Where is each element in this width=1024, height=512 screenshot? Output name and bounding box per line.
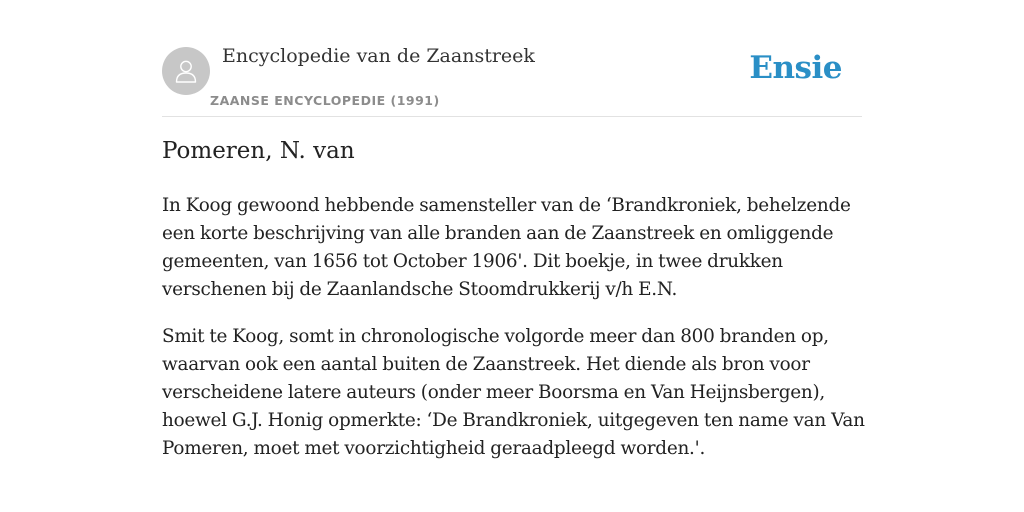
source-avatar[interactable] xyxy=(162,47,210,95)
entry-body xyxy=(162,192,872,482)
entry-paragraph: Smit te Koog, somt in chronologische volgorde meer dan 800 branden op, waarvan ook een aantal buiten de Zaanstreek. Het diende als bron voor verscheidene latere auteurs (onder meer Boorsma en Van Heijnsbergen), hoewel G.J. Honig opmerkte: ‘De Brandkroniek, uitgegeven ten name van Van Pomeren, moet met voorzichtigheid geraadpleegd worden.'. xyxy=(162,326,865,459)
entry-paragraph: In Koog gewoond hebbende samensteller van de ‘Brandkroniek, behelzende een korte beschrijving van alle branden aan de Zaanstreek en omliggende gemeenten, van 1656 tot October 1906'. Dit boekje, in twee drukken verschenen bij de Zaanlandsche Stoomdrukkerij v/h E.N. xyxy=(162,195,851,300)
brand-logo-link[interactable]: Ensie xyxy=(749,50,842,86)
source-title-link[interactable]: Encyclopedie van de Zaanstreek xyxy=(222,45,535,67)
source-subtitle: ZAANSE ENCYCLOPEDIE (1991) xyxy=(210,93,440,108)
source-header xyxy=(162,40,862,117)
entry-title: Pomeren, N. van xyxy=(162,138,355,164)
user-icon xyxy=(172,57,200,85)
